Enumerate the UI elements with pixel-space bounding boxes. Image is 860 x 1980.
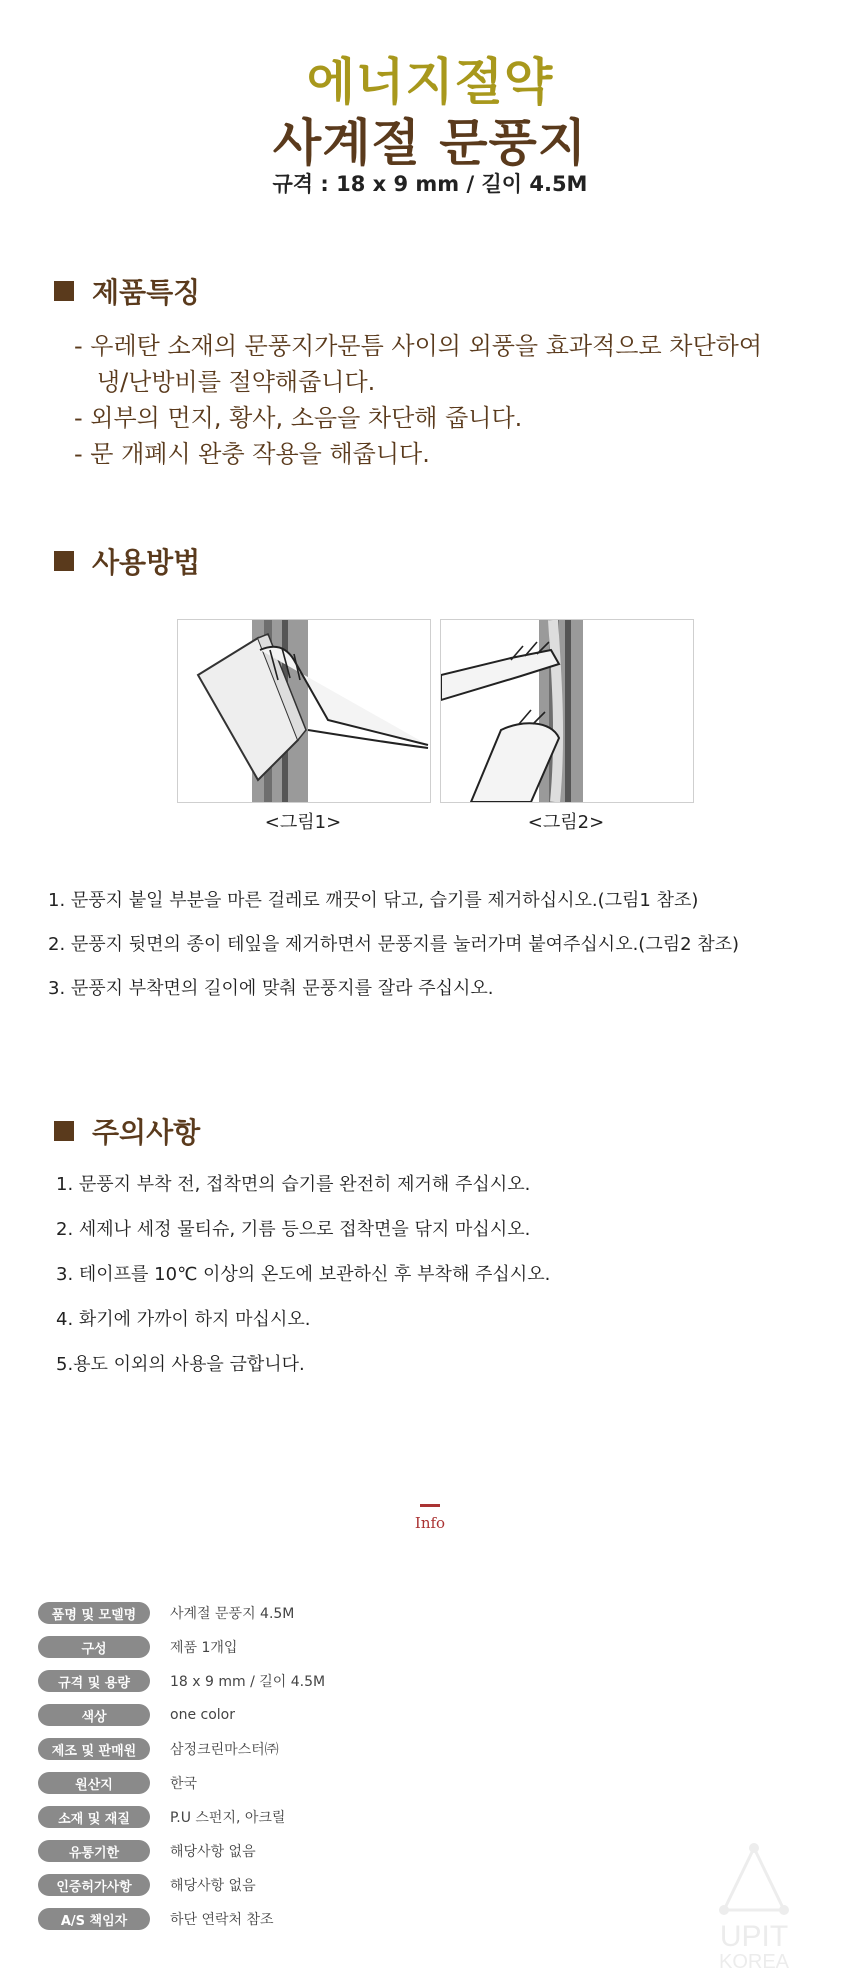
spec-text: 규격 : 18 x 9 mm / 길이 4.5M bbox=[272, 172, 588, 196]
list-item: 5.용도 이외의 사용을 금합니다. bbox=[56, 1354, 305, 1375]
info-key-badge: 색상 bbox=[38, 1704, 150, 1726]
list-item: 3. 테이프를 10℃ 이상의 온도에 보관하신 후 부착해 주십시오. bbox=[56, 1264, 551, 1285]
feature-line: - 외부의 먼지, 황사, 소음을 차단해 줍니다. bbox=[74, 404, 523, 432]
figure-1-image bbox=[177, 619, 431, 803]
feature-line: - 우레탄 소재의 문풍지가문틈 사이의 외풍을 효과적으로 차단하여 bbox=[74, 332, 763, 360]
info-row bbox=[38, 1873, 256, 1897]
info-row bbox=[38, 1737, 279, 1761]
figure-1-caption: <그림1> bbox=[264, 812, 342, 833]
info-value: 제품 1개입 bbox=[170, 1640, 238, 1656]
watermark-line2: KOREA bbox=[718, 1951, 790, 1970]
features-heading bbox=[54, 274, 200, 308]
cautions-heading bbox=[54, 1114, 200, 1148]
title-line1: 에너지절약 bbox=[306, 53, 554, 111]
info-key-badge: 규격 및 용량 bbox=[38, 1670, 150, 1692]
watermark-line1: UPIT bbox=[719, 1920, 789, 1953]
cautions-heading-text: 주의사항 bbox=[92, 1116, 201, 1149]
info-key-badge: 유통기한 bbox=[38, 1840, 150, 1862]
info-key-badge: A/S 책임자 bbox=[38, 1908, 150, 1930]
list-item: 4. 화기에 가까이 하지 마십시오. bbox=[56, 1309, 311, 1330]
info-row bbox=[38, 1669, 325, 1693]
feature-line: 냉/난방비를 절약해줍니다. bbox=[74, 368, 376, 396]
features-list bbox=[74, 328, 762, 472]
info-divider bbox=[420, 1504, 440, 1507]
info-label: Info bbox=[414, 1514, 446, 1532]
square-bullet-icon bbox=[54, 281, 74, 301]
info-row bbox=[38, 1601, 294, 1625]
info-key-badge: 인증허가사항 bbox=[38, 1874, 150, 1896]
cautions-list bbox=[56, 1170, 550, 1395]
info-value: 사계절 문풍지 4.5M bbox=[170, 1606, 295, 1622]
info-value: one color bbox=[170, 1707, 235, 1723]
usage-heading-text: 사용방법 bbox=[92, 546, 201, 579]
features-heading-text: 제품특징 bbox=[92, 276, 201, 309]
info-row bbox=[38, 1703, 235, 1727]
info-row bbox=[38, 1635, 237, 1659]
list-item: 1. 문풍지 붙일 부분을 마른 걸레로 깨끗이 닦고, 습기를 제거하십시오.(그림1 참조) bbox=[48, 890, 699, 911]
figure-2-image bbox=[440, 619, 694, 803]
info-key-badge: 제조 및 판매원 bbox=[38, 1738, 150, 1760]
info-value: 하단 연락처 참조 bbox=[170, 1912, 274, 1928]
list-item: 2. 문풍지 뒷면의 종이 테잎을 제거하면서 문풍지를 눌러가며 붙여주십시오.(그림2 참조) bbox=[48, 934, 740, 955]
info-key-badge: 원산지 bbox=[38, 1772, 150, 1794]
watermark-logo bbox=[694, 1840, 814, 1970]
info-key-badge: 품명 및 모델명 bbox=[38, 1602, 150, 1624]
info-value: 18 x 9 mm / 길이 4.5M bbox=[170, 1674, 326, 1690]
figure-2-caption: <그림2> bbox=[527, 812, 605, 833]
info-value: P.U 스펀지, 아크릴 bbox=[170, 1810, 286, 1826]
list-item: 3. 문풍지 부착면의 길이에 맞춰 문풍지를 잘라 주십시오. bbox=[48, 978, 494, 999]
info-row bbox=[38, 1839, 256, 1863]
usage-heading bbox=[54, 544, 200, 578]
feature-line: - 문 개폐시 완충 작용을 해줍니다. bbox=[74, 440, 430, 468]
info-key-badge: 구성 bbox=[38, 1636, 150, 1658]
info-value: 삼정크린마스터㈜ bbox=[170, 1742, 279, 1758]
square-bullet-icon bbox=[54, 1121, 74, 1141]
title-line2: 사계절 문풍지 bbox=[272, 114, 588, 172]
info-value: 한국 bbox=[170, 1776, 198, 1792]
info-key-badge: 소재 및 재질 bbox=[38, 1806, 150, 1828]
square-bullet-icon bbox=[54, 551, 74, 571]
info-row bbox=[38, 1771, 197, 1795]
list-item: 1. 문풍지 부착 전, 접착면의 습기를 완전히 제거해 주십시오. bbox=[56, 1174, 531, 1195]
info-value: 해당사항 없음 bbox=[170, 1844, 256, 1860]
list-item: 2. 세제나 세정 물티슈, 기름 등으로 접착면을 닦지 마십시오. bbox=[56, 1219, 531, 1240]
info-value: 해당사항 없음 bbox=[170, 1878, 256, 1894]
info-row bbox=[38, 1805, 285, 1829]
info-row bbox=[38, 1907, 274, 1931]
usage-steps bbox=[48, 886, 739, 1018]
